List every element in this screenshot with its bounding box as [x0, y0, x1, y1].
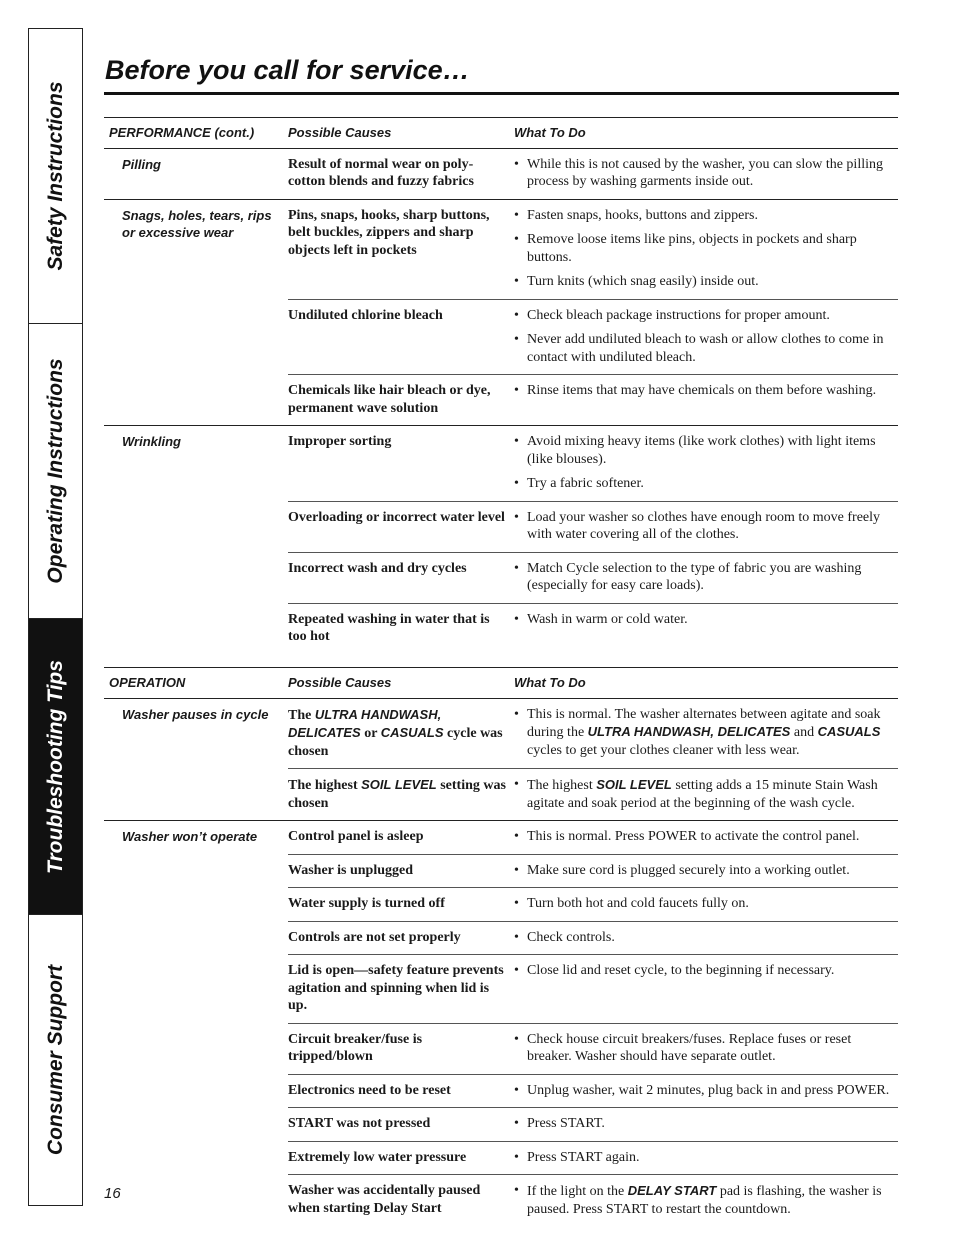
keyword: CASUALS [817, 724, 881, 739]
keyword: SOIL LEVEL [361, 777, 437, 792]
bullet-text [527, 156, 896, 191]
text-run: Rinse items that may have chemicals on them before washing. [527, 383, 877, 398]
text-run: Result of normal wear on poly-cotton blends and fuzzy fabrics [288, 156, 474, 189]
todo-bullet [514, 382, 896, 400]
text-run: The highest [527, 778, 597, 793]
text-run: Incorrect wash and dry cycles [288, 560, 467, 576]
todo-bullet [514, 156, 896, 191]
bullet-text [527, 962, 834, 980]
text-run: Lid is open—safety feature prevents agitation and spinning when lid is up. [288, 963, 504, 1013]
text-run: Undiluted chlorine bleach [288, 307, 443, 323]
header-todo: What To Do [514, 118, 898, 149]
todo-cell [514, 1141, 898, 1175]
cause-cell [288, 603, 514, 654]
cause-text [288, 433, 506, 451]
cause-cell [288, 921, 514, 955]
bullet-text [527, 1031, 896, 1066]
text-run: If the light on the [527, 1184, 628, 1199]
side-tab-safety[interactable] [29, 29, 82, 324]
text-run: Load your washer so clothes have enough room to move freely with water covering all of the clothes. [527, 509, 881, 542]
text-run: Turn knits (which snag easily) inside out. [527, 274, 759, 289]
table-row [104, 821, 898, 855]
keyword: ULTRA HANDWASH, DELICATES [288, 706, 442, 740]
todo-bullet [514, 307, 896, 325]
text-run: The [288, 707, 315, 723]
todo-cell [514, 1175, 898, 1227]
todo-cell [514, 821, 898, 855]
bullet-icon: • [514, 829, 519, 844]
cause-text [288, 1149, 506, 1167]
text-run: Press START again. [527, 1149, 640, 1165]
cause-text [288, 307, 506, 325]
text-run: or [360, 726, 381, 741]
side-tab-label: Troubleshooting Tips [43, 659, 67, 874]
bullet-text [527, 231, 896, 266]
cause-text [288, 1082, 506, 1100]
cause-cell [288, 769, 514, 821]
cause-cell [288, 1074, 514, 1108]
bullet-icon: • [514, 509, 519, 525]
problem-cell: Washer pauses in cycle [122, 706, 269, 722]
bullet-icon: • [514, 156, 519, 172]
text-run: Extremely low water pressure [288, 1149, 467, 1165]
text-run: Fasten snaps, hooks, buttons and zippers. [527, 207, 758, 223]
cause-cell [288, 501, 514, 552]
cause-text [288, 207, 506, 260]
side-tab-label: Safety Instructions [43, 81, 67, 271]
title-rule [104, 92, 899, 95]
header-problem: OPERATION [104, 668, 288, 699]
todo-cell [514, 299, 898, 375]
cause-cell [288, 854, 514, 888]
cause-text [288, 382, 506, 417]
bullet-text [527, 1115, 605, 1133]
bullet-text [527, 1182, 896, 1218]
bullet-text [527, 307, 830, 325]
cause-text [288, 1115, 506, 1133]
todo-cell [514, 1023, 898, 1074]
bullet-icon: • [514, 706, 519, 722]
text-run: Control panel is asleep [288, 829, 424, 844]
todo-cell [514, 552, 898, 603]
text-run: setting adds a 15 minute Stain Wash agitate and soak period at the beginning of the wash cycle. [527, 778, 878, 811]
todo-bullet [514, 706, 896, 760]
cause-cell [288, 148, 514, 199]
bullet-text [527, 929, 615, 947]
bullet-icon: • [514, 1031, 519, 1047]
performance-table [104, 117, 898, 654]
todo-bullet [514, 1082, 896, 1100]
cause-cell [288, 299, 514, 375]
cause-text [288, 611, 506, 646]
text-run: pad is flashing, the washer is paused. Press START to restart the countdown. [527, 1184, 882, 1217]
todo-bullet [514, 433, 896, 468]
bullet-text [527, 207, 758, 225]
page-number: 16 [104, 1185, 121, 1202]
cause-cell [288, 1023, 514, 1074]
bullet-icon: • [514, 207, 519, 223]
cause-cell [288, 552, 514, 603]
text-run: START was not pressed [288, 1116, 431, 1131]
todo-bullet [514, 1031, 896, 1066]
text-run: Electronics need to be reset [288, 1082, 451, 1098]
side-tab-label: Operating Instructions [43, 358, 67, 584]
text-run: Check house circuit breakers/fuses. Replace fuses or reset breaker. Washer should have separate outlet. [527, 1031, 852, 1064]
todo-cell [514, 148, 898, 199]
todo-bullet [514, 828, 896, 846]
problem-cell: Washer won’t operate [104, 821, 288, 1227]
cause-text [288, 1031, 506, 1066]
todo-cell [514, 375, 898, 426]
todo-bullet [514, 895, 896, 913]
cause-cell [288, 1108, 514, 1142]
todo-bullet [514, 929, 896, 947]
bullet-text [527, 828, 859, 846]
bullet-icon: • [514, 1183, 519, 1198]
text-run: Overloading or incorrect water level [288, 509, 505, 525]
text-run: Controls are not set properly [288, 929, 461, 945]
bullet-icon: • [514, 611, 519, 627]
bullet-icon: • [514, 476, 519, 491]
bullet-text [527, 862, 850, 880]
side-tab-label: Consumer Support [43, 964, 67, 1156]
todo-cell [514, 854, 898, 888]
text-run: and [790, 725, 818, 740]
cause-text [288, 509, 506, 527]
bullet-icon: • [514, 383, 519, 398]
bullet-icon: • [514, 232, 519, 247]
cause-text [288, 929, 506, 947]
cause-cell [288, 199, 514, 299]
table-row [104, 148, 898, 199]
text-run: Washer was accidentally paused when starting Delay Start [288, 1183, 481, 1216]
cause-text [288, 962, 506, 1015]
problem-cell: Snags, holes, tears, rips or excessive wear [104, 199, 288, 426]
table-header [104, 118, 898, 149]
bullet-text [527, 1082, 889, 1100]
cause-text [288, 1182, 506, 1217]
todo-bullet [514, 207, 896, 225]
cause-cell [288, 955, 514, 1024]
text-run: Close lid and reset cycle, to the beginning if necessary. [527, 963, 835, 978]
keyword: SOIL LEVEL [596, 777, 672, 792]
todo-cell [514, 769, 898, 821]
bullet-text [527, 611, 688, 629]
bullet-text [527, 776, 896, 812]
cause-cell [288, 1175, 514, 1227]
todo-cell [514, 426, 898, 502]
todo-bullet [514, 1182, 896, 1218]
table-row [104, 426, 898, 502]
header-causes: Possible Causes [288, 118, 514, 149]
bullet-icon: • [514, 896, 519, 911]
bullet-text [527, 706, 896, 760]
todo-bullet [514, 273, 896, 291]
text-run: Pins, snaps, hooks, sharp buttons, belt buckles, zippers and sharp objects left in pockets [288, 207, 490, 258]
cause-text [288, 560, 506, 578]
text-run: Wash in warm or cold water. [527, 611, 688, 627]
keyword: ULTRA HANDWASH, DELICATES [587, 724, 791, 739]
todo-bullet [514, 776, 896, 812]
todo-bullet [514, 560, 896, 595]
text-run: Chemicals like hair bleach or dye, permanent wave solution [288, 383, 491, 416]
bullet-icon: • [514, 1116, 519, 1131]
cause-text [288, 776, 506, 812]
text-run: Never add undiluted bleach to wash or allow clothes to come in contact with undiluted bleach. [527, 332, 884, 365]
text-run: This is normal. The washer alternates between agitate and soak during the [527, 706, 881, 740]
text-run: Water supply is turned off [288, 896, 445, 911]
cause-text [288, 828, 506, 846]
todo-bullet [514, 1115, 896, 1133]
cause-cell [288, 698, 514, 769]
cause-cell [288, 426, 514, 502]
text-run: cycle was chosen [288, 726, 503, 759]
side-tab-operating[interactable] [29, 324, 82, 619]
bullet-icon: • [514, 307, 519, 323]
text-run: Try a fabric softener. [527, 476, 644, 491]
cause-cell [288, 888, 514, 922]
todo-bullet [514, 475, 896, 493]
bullet-icon: • [514, 274, 519, 289]
todo-cell [514, 1074, 898, 1108]
header-todo: What To Do [514, 668, 898, 699]
bullet-text [527, 1149, 640, 1167]
cause-text [288, 895, 506, 913]
todo-bullet [514, 862, 896, 880]
table-row [104, 199, 898, 299]
keyword: CASUALS [380, 725, 444, 740]
side-tab-troubleshooting[interactable] [29, 619, 82, 915]
todo-cell [514, 921, 898, 955]
todo-bullet [514, 231, 896, 266]
keyword: DELAY START [627, 1183, 717, 1198]
operation-table [104, 667, 898, 1226]
bullet-icon: • [514, 560, 519, 576]
table-header [104, 668, 898, 699]
cause-text [288, 156, 506, 191]
cause-cell [288, 375, 514, 426]
todo-bullet [514, 509, 896, 544]
text-run: setting was chosen [288, 778, 506, 811]
bullet-text [527, 895, 749, 913]
text-run: Avoid mixing heavy items (like work clothes) with light items (like blouses). [527, 434, 876, 467]
bullet-text [527, 331, 896, 366]
bullet-text [527, 560, 896, 595]
header-causes: Possible Causes [288, 668, 514, 699]
todo-bullet [514, 1149, 896, 1167]
text-run: Make sure cord is plugged securely into a working outlet. [527, 862, 850, 878]
bullet-icon: • [514, 963, 519, 978]
text-run: Unplug washer, wait 2 minutes, plug back in and press POWER. [527, 1082, 890, 1098]
bullet-icon: • [514, 862, 519, 878]
bullet-icon: • [514, 929, 519, 945]
todo-cell [514, 888, 898, 922]
text-run: Circuit breaker/fuse is tripped/blown [288, 1031, 423, 1064]
todo-bullet [514, 331, 896, 366]
text-run: Press START. [527, 1116, 605, 1131]
text-run: Improper sorting [288, 434, 392, 449]
bullet-text [527, 273, 759, 291]
page-title: Before you call for service… [105, 55, 470, 85]
text-run: Washer is unplugged [288, 862, 414, 878]
todo-cell [514, 603, 898, 654]
bullet-icon: • [514, 434, 519, 449]
text-run: This is normal. Press POWER to activate the control panel. [527, 829, 860, 844]
table-row [104, 698, 898, 769]
text-run: Check bleach package instructions for proper amount. [527, 307, 830, 323]
side-tab-strip [28, 28, 83, 1206]
bullet-icon: • [514, 1082, 519, 1098]
cause-text [288, 862, 506, 880]
text-run: Match Cycle selection to the type of fabric you are washing (especially for easy care loads). [527, 560, 862, 593]
todo-cell [514, 955, 898, 1024]
cause-cell [288, 821, 514, 855]
text-run: Turn both hot and cold faucets fully on. [527, 896, 749, 911]
cause-text [288, 706, 506, 761]
bullet-icon: • [514, 332, 519, 347]
bullet-text [527, 382, 876, 400]
todo-cell [514, 199, 898, 299]
text-run: Check controls. [527, 929, 615, 945]
text-run: The highest [288, 778, 362, 793]
text-run: cycles to get your clothes cleaner with less wear. [527, 742, 800, 758]
header-problem: PERFORMANCE (cont.) [104, 118, 288, 149]
todo-bullet [514, 962, 896, 980]
side-tab-consumer-support[interactable] [29, 915, 82, 1205]
bullet-icon: • [514, 777, 519, 792]
text-run: While this is not caused by the washer, you can slow the pilling process by washing garments inside out. [527, 156, 883, 189]
problem-cell: Wrinkling [104, 426, 288, 654]
todo-bullet [514, 611, 896, 629]
bullet-text [527, 475, 644, 493]
todo-cell [514, 1108, 898, 1142]
bullet-text [527, 509, 896, 544]
todo-cell [514, 698, 898, 769]
text-run: Repeated washing in water that is too hot [288, 611, 490, 644]
bullet-text [527, 433, 896, 468]
problem-cell: Pilling [122, 156, 161, 172]
bullet-icon: • [514, 1149, 519, 1165]
cause-cell [288, 1141, 514, 1175]
todo-cell [514, 501, 898, 552]
text-run: Remove loose items like pins, objects in pockets and sharp buttons. [527, 232, 857, 265]
